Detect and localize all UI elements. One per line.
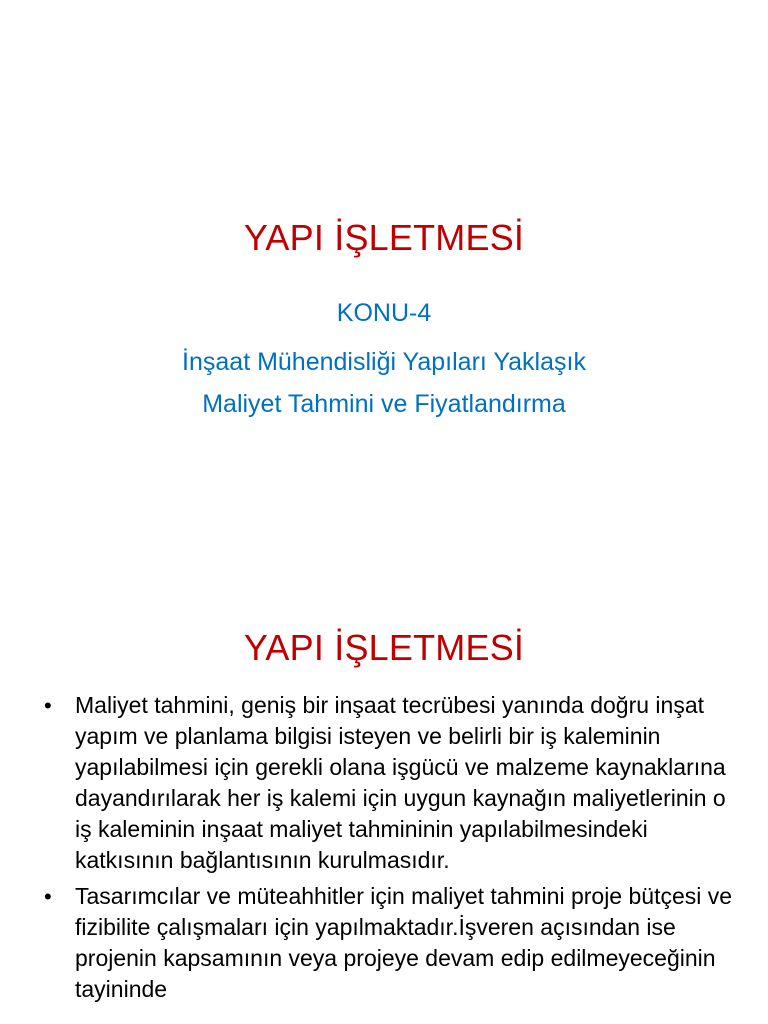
bullet-item (40, 690, 740, 876)
bullet-marker: • (44, 884, 52, 909)
subtitle-line-2: Maliyet Tahmini ve Fiyatlandırma (202, 390, 566, 418)
slide-content (0, 576, 768, 1024)
bullet-item (40, 881, 740, 1005)
slide-title-heading: YAPI İŞLETMESİ (243, 217, 525, 258)
subtitle-line-1: İnşaat Mühendisliği Yapıları Yaklaşık (182, 348, 586, 376)
bullet-text: Tasarımcılar ve müteahhitler için maliyet tahmini proje bütçesi ve fizibilite çalışmaları için yapılmaktadır.İşveren açısından ise projenin kapsamının veya projeye devam edip edilmeyeceğinin tayininde (75, 883, 733, 1002)
bullet-text: Maliyet tahmini, geniş bir inşaat tecrübesi yanında doğru inşat yapım ve planlama bilgisi isteyen ve belirli bir iş kaleminin yapılabilmesi için gerekli olana işgücü ve malzeme kaynaklarına dayandırılarak her iş kalemi için uygun kaynağın maliyetlerinin o iş kaleminin inşaat maliyet tahmininin yapılabilmesindeki katkısının bağlantısının kurulmasıdır. (75, 692, 726, 873)
topic-label: KONU-4 (336, 299, 432, 327)
bullet-list (40, 690, 740, 1010)
bullet-marker: • (44, 693, 52, 718)
content-slide-heading: YAPI İŞLETMESİ (243, 627, 525, 668)
